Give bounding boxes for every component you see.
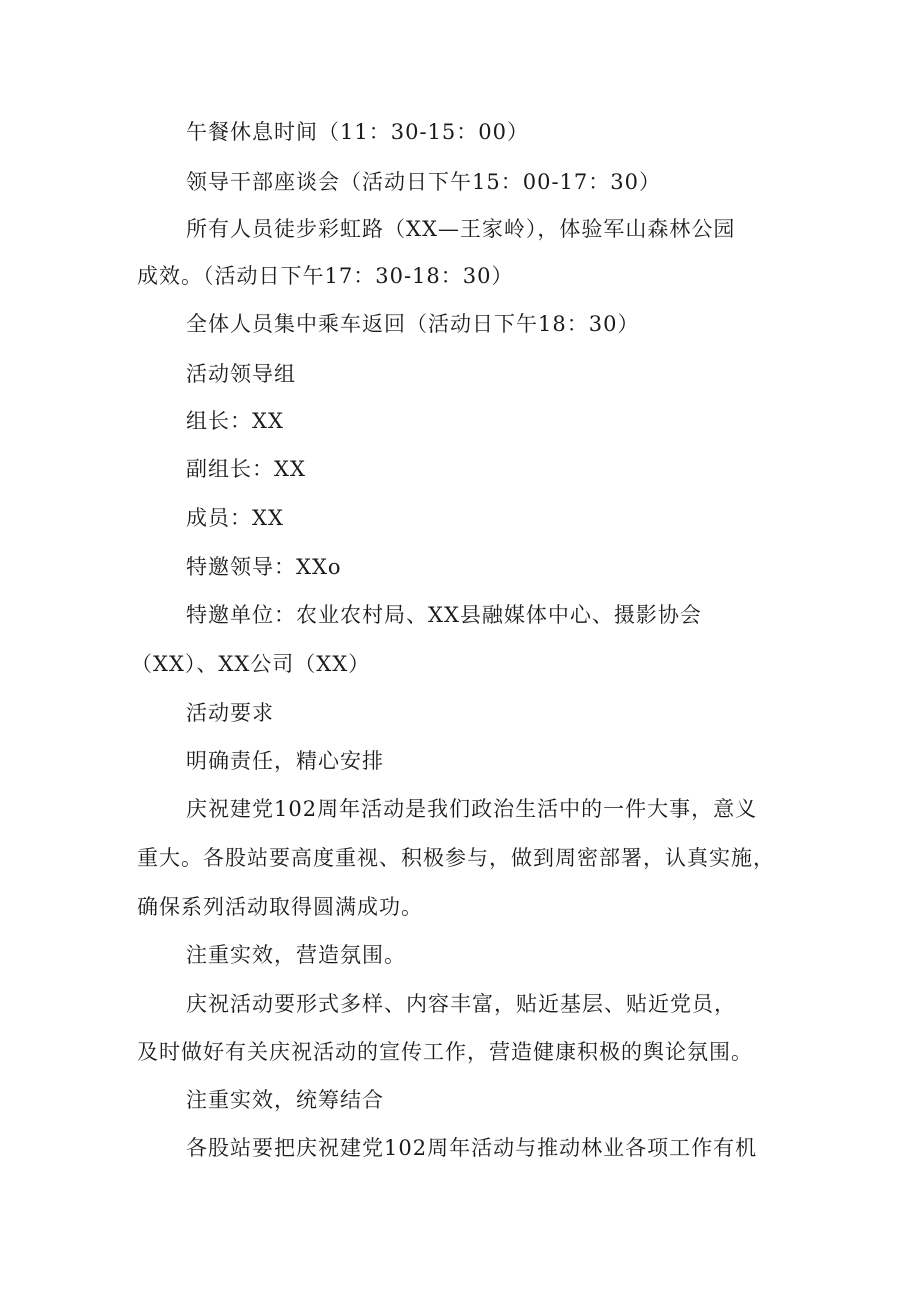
text-line: 特邀领导：XXo: [186, 555, 342, 579]
subsection-heading: 明确责任，精心安排: [186, 749, 384, 773]
text-line: 各股站要把庆祝建党102周年活动与推动林业各项工作有机: [186, 1136, 758, 1160]
text-line: 成效。（活动日下午17：30-18：30）: [137, 264, 514, 288]
text-line: 特邀单位：农业农村局、XX县融媒体中心、摄影协会: [186, 603, 702, 627]
text-line: 组长：XX: [186, 409, 284, 433]
text-line: 副组长：XX: [186, 457, 306, 481]
text-line: 领导干部座谈会（活动日下午15：00-17：30）: [186, 170, 661, 194]
text-line: 全体人员集中乘车返回（活动日下午18：30）: [186, 312, 640, 336]
text-line: 庆祝活动要形式多样、内容丰富，贴近基层、贴近党员，: [186, 992, 736, 1016]
text-line: （XX）、XX公司（XX）: [131, 652, 371, 676]
text-line: 午餐休息时间（11：30-15：00）: [186, 120, 529, 144]
section-heading: 活动要求: [186, 701, 274, 725]
text-line: 庆祝建党102周年活动是我们政治生活中的一件大事，意义: [186, 797, 758, 821]
text-line: 成员：XX: [186, 506, 284, 530]
subsection-heading: 注重实效，营造氛围。: [186, 943, 406, 967]
text-line: 重大。各股站要高度重视、积极参与，做到周密部署，认真实施，: [137, 846, 775, 870]
text-line: 所有人员徒步彩虹路（XX—王家岭），体验军山森林公园: [186, 217, 736, 241]
text-line: 确保系列活动取得圆满成功。: [137, 895, 423, 919]
subsection-heading: 注重实效，统筹结合: [186, 1088, 384, 1112]
text-line: 及时做好有关庆祝活动的宣传工作，营造健康积极的舆论氛围。: [137, 1040, 753, 1064]
section-heading: 活动领导组: [186, 362, 296, 386]
